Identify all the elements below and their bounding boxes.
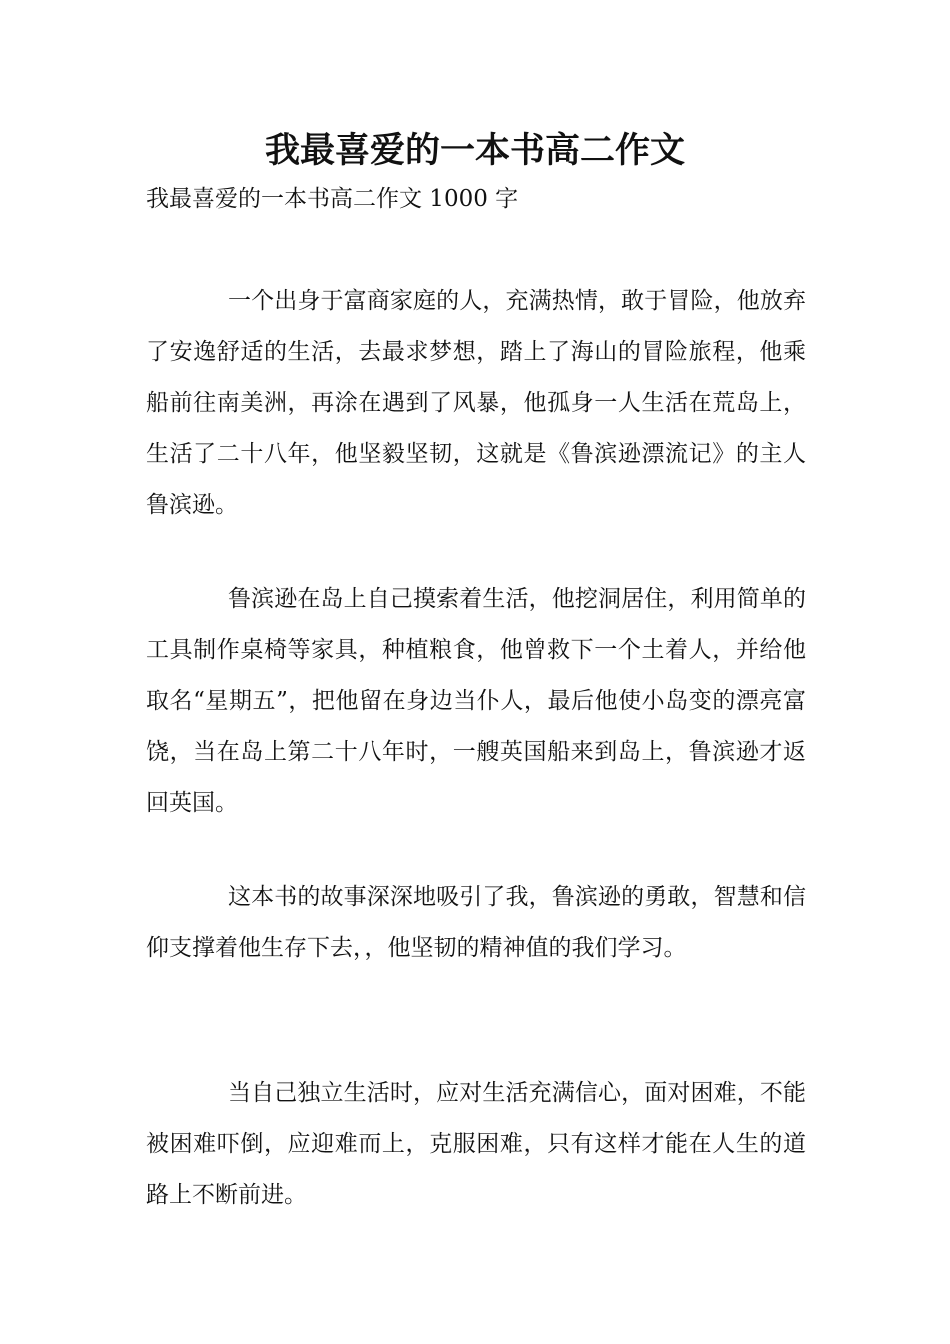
paragraph-3: 这本书的故事深深地吸引了我，鲁滨逊的勇敢，智慧和信仰支撑着他生存下去，，他坚韧的精神值的我们学习。 xyxy=(146,884,806,961)
paragraph-2: 鲁滨逊在岛上自己摸索着生活，他挖洞居住，利用简单的工具制作桌椅等家具，种植粮食，他曾救下一个土着人，并给他取名“星期五”，把他留在身边当仆人，最后他使小岛变的漂亮富饶，当在岛上第二十八年时，一艘英国船来到岛上，鲁滨逊才返回英国。 xyxy=(146,586,806,816)
document-title: 我最喜爱的一本书高二作文 xyxy=(264,131,685,171)
paragraph-4: 当自己独立生活时，应对生活充满信心，面对困难，不能被困难吓倒，应迎难而上，克服困难，只有这样才能在人生的道路上不断前进。 xyxy=(146,1080,806,1208)
document-subtitle: 我最喜爱的一本书高二作文 1000 字 xyxy=(146,186,519,212)
paragraph-1: 一个出身于富商家庭的人，充满热情，敢于冒险，他放弃了安逸舒适的生活，去最求梦想，踏上了海山的冒险旅程，他乘船前往南美洲，再涂在遇到了风暴，他孤身一人生活在荒岛上，生活了二十八年，他坚毅坚韧，这就是《鲁滨逊漂流记》的主人鲁滨逊。 xyxy=(146,288,806,518)
